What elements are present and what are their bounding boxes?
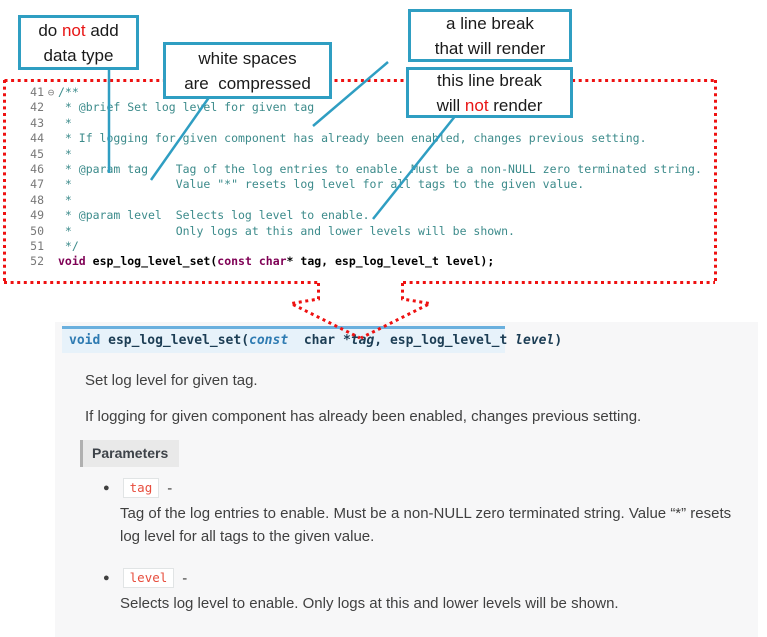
bullet-icon: ● [103,482,110,494]
param-description: Selects log level to enable. Only logs at this and lower levels will be shown. [120,595,619,612]
line-number: 48 [30,192,44,207]
code-editor-panel [4,80,716,288]
code-line [4,208,716,223]
code-lines [4,85,716,270]
code-line [4,224,716,239]
code-text: * @param level Selects log level to enable. [58,208,370,223]
callout-text: a line break [446,13,534,33]
callout-line-break-renders [408,9,572,62]
code-text: * Value "*" resets log level for all tags to the given value. [58,177,585,192]
line-number: 50 [30,223,44,238]
param-description: Tag of the log entries to enable. Must be a non-NULL zero terminated string. Value “*” resets log level for all tags to the given value. [120,505,732,545]
line-number: 44 [30,131,44,146]
bullet-icon: ● [103,572,110,584]
code-line [4,193,716,208]
param-item-tag [103,478,172,498]
rendered-doc-panel [55,322,758,637]
code-line [4,100,716,115]
code-text: * [58,146,72,161]
line-number: 46 [30,161,44,176]
line-number: 51 [30,238,44,253]
callout-text: are compressed [184,73,311,93]
fold-gutter [44,116,58,131]
code-text: * [58,115,72,130]
callout-text: do not add [38,20,119,40]
code-text: */ [58,238,79,253]
code-line [4,85,716,100]
callout-no-data-type [18,15,139,70]
code-line [4,239,716,254]
code-text: * @param tag Tag of the log entries to enable. Must be a non-NULL zero terminated string. [58,161,702,176]
fold-gutter [44,131,58,146]
code-text: void esp_log_level_set(const char* tag, esp_log_level_t level); [58,254,495,269]
fold-gutter [44,208,58,223]
fold-gutter [44,147,58,162]
fold-gutter [44,254,58,269]
callout-text: this line break [437,70,542,90]
fold-gutter [44,177,58,192]
brief-description: Set log level for given tag. [85,372,258,389]
fold-gutter [44,193,58,208]
code-line [4,131,716,146]
fold-gutter [44,162,58,177]
code-line [4,116,716,131]
param-name-literal: tag [123,478,160,498]
callout-line-break-not-render [406,67,573,118]
callout-text: white spaces [198,48,297,68]
param-name-literal: level [123,568,175,588]
parameters-header: Parameters [80,440,179,467]
function-signature: void esp_log_level_set(const char *tag, esp_log_level_t level) [62,326,505,353]
line-number: 47 [30,177,44,192]
code-line [4,162,716,177]
fold-gutter [44,224,58,239]
callout-text: data type [43,45,114,65]
param-separator: - [182,569,188,587]
callout-whitespace-compressed [163,42,332,99]
code-line [4,177,716,192]
fold-collapse-icon[interactable]: ⊖ [47,86,55,99]
callout-text: that will render [434,38,546,58]
line-number: 52 [30,254,44,269]
code-line [4,147,716,162]
param-item-level [103,568,187,588]
param-separator: - [167,479,173,497]
line-number: 49 [30,208,44,223]
line-number: 43 [30,115,44,130]
detailed-description: If logging for given component has already been enabled, changes previous setting. [85,408,642,425]
callout-text: will not render [436,95,543,115]
line-number: 41 [30,85,44,99]
fold-gutter [44,239,58,254]
code-line [4,254,716,269]
fold-gutter [44,100,58,115]
code-text: /** [58,85,79,99]
code-text: * [58,192,72,207]
code-text: * @brief Set log level for given tag [58,100,315,115]
code-text: * Only logs at this and lower levels will be shown. [58,223,515,238]
code-text: * If logging for given component has already been enabled, changes previous setting. [58,131,647,146]
line-number: 45 [30,146,44,161]
line-number: 42 [30,100,44,115]
